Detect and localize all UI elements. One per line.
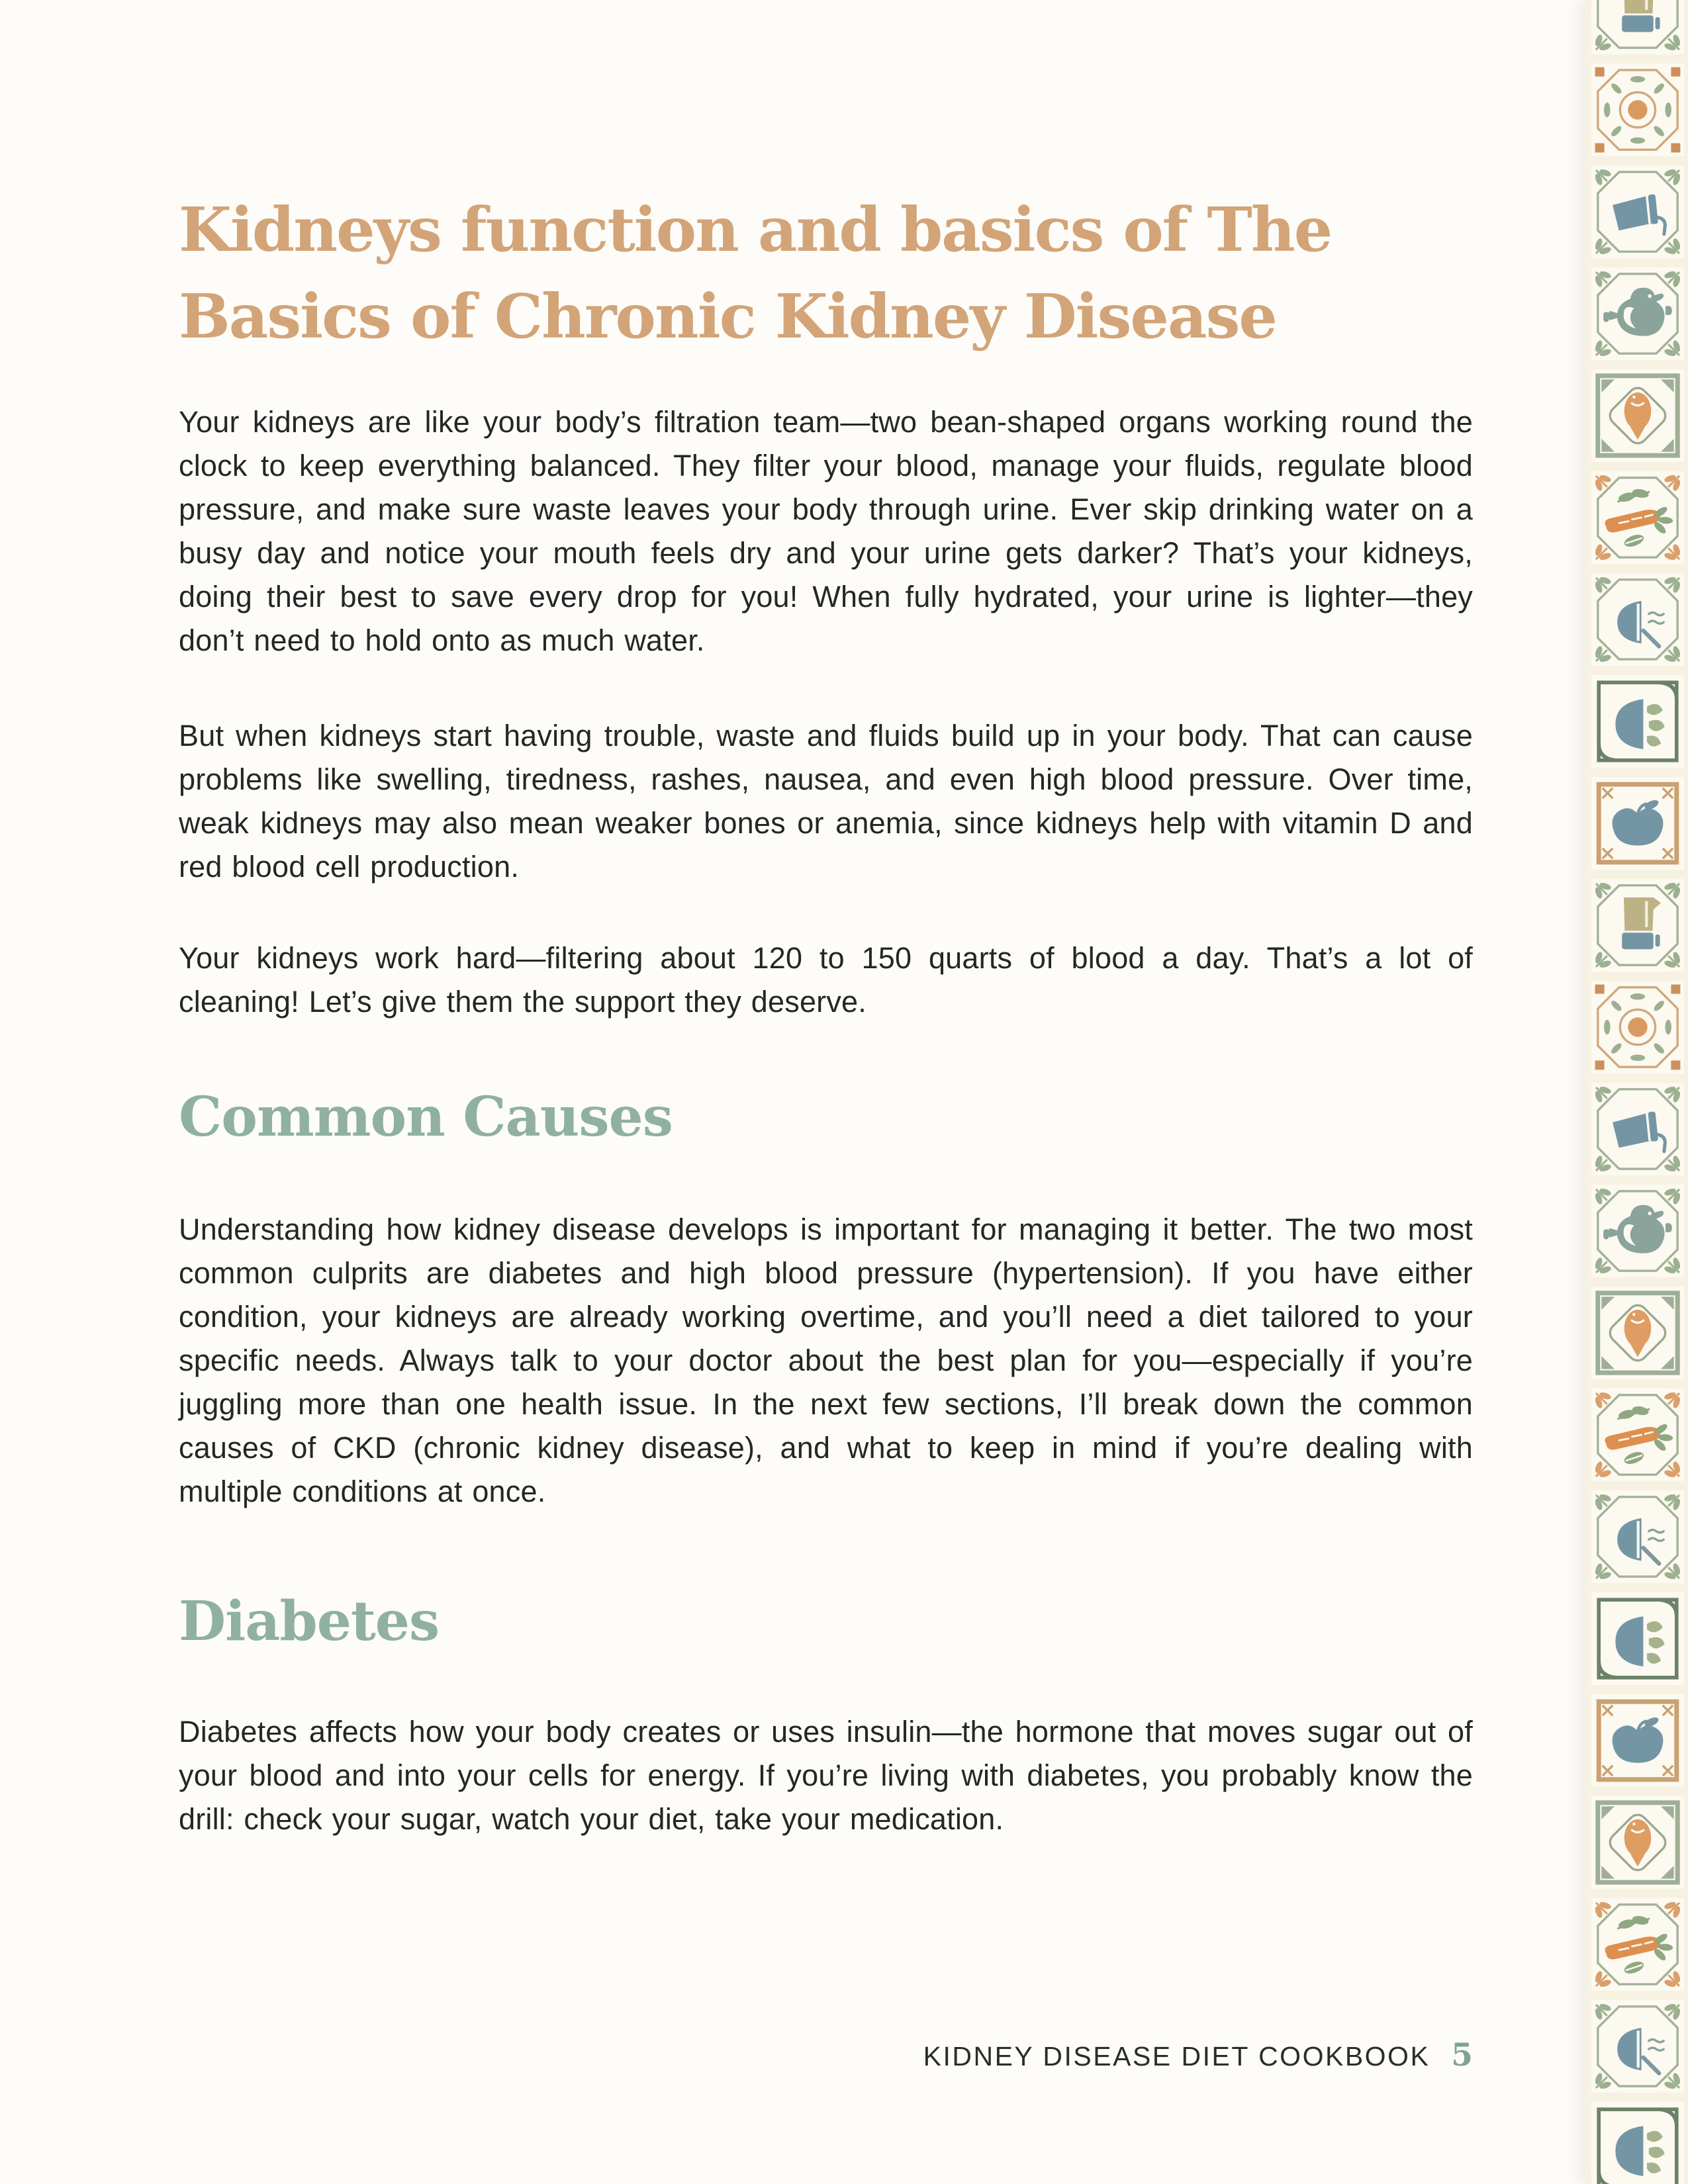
blender-icon [1591, 0, 1684, 54]
section-paragraph-common-causes: Understanding how kidney disease develops is important for managing it better. The two most common culprits are diabetes and high blood pressure (hypertension). If you have either condition, your kidneys are already working overtime, and you’ll need a diet tailored to your specific needs. Always talk to your doctor about the best plan for you—especially if you’re juggling more than one health issue. In the next few sections, I’ll break down the common causes of CKD (chronic kidney disease), and what to keep in mind if you’re dealing with multiple conditions at once. [179, 1212, 1473, 1509]
tile-column [1591, 0, 1684, 2184]
section-heading-diabetes: Diabetes [179, 1590, 440, 1654]
footer-book-title: KIDNEY DISEASE DIET COOKBOOK [923, 2041, 1430, 2071]
page-title [179, 0, 1473, 359]
page-title-line2: Basics of Chronic Kidney Disease [179, 280, 1276, 352]
whisk-bowl-icon [1591, 1490, 1684, 1583]
whisk-bowl-icon [1591, 573, 1684, 666]
page-content [179, 0, 1473, 1841]
orange-icon [1591, 64, 1684, 156]
cup-icon [1591, 165, 1684, 258]
section-heading-common-causes: Common Causes [179, 1085, 673, 1150]
carrot-icon [1591, 1898, 1684, 1991]
apple-icon [1591, 1694, 1684, 1787]
cup-icon [1591, 1083, 1684, 1175]
whisk-bowl-icon [1591, 2000, 1684, 2093]
section-paragraph-diabetes: Diabetes affects how your body creates or uses insulin—the hormone that moves sugar out of your blood and into your cells for energy. If you’re living with diabetes, you probably know the drill: check your sugar, watch your diet, take your medication. [179, 1714, 1473, 1836]
page-title-line1: Kidneys function and basics of The [179, 194, 1332, 265]
page-footer [179, 2037, 1473, 2073]
chicken-icon [1591, 1185, 1684, 1277]
salad-bowl-icon [1591, 2102, 1684, 2184]
chicken-icon [1591, 267, 1684, 360]
orange-icon [1591, 981, 1684, 1073]
apple-icon [1591, 777, 1684, 870]
salad-bowl-icon [1591, 1592, 1684, 1685]
carrot-icon [1591, 471, 1684, 564]
carrot-icon [1591, 1388, 1684, 1481]
intro-paragraph-2: But when kidneys start having trouble, waste and fluids build up in your body. That can cause problems like swelling, tiredness, rashes, nausea, and even high blood pressure. Over time, weak kidneys may also mean weaker bones or anemia, since kidneys help with vitamin D and red blood cell production. [179, 719, 1473, 884]
blender-icon [1591, 879, 1684, 972]
fish-icon [1591, 1796, 1684, 1889]
footer-page-number: 5 [1451, 2037, 1473, 2073]
salad-bowl-icon [1591, 675, 1684, 768]
tile-strip [1585, 0, 1688, 2184]
intro-paragraph-1: Your kidneys are like your body’s filtration team—two bean-shaped organs working round the clock to keep everything balanced. They filter your blood, manage your fluids, regulate blood pressure, and make sure waste leaves your body through urine. Ever skip drinking water on a busy day and notice your mouth feels dry and your urine gets darker? That’s your kidneys, doing their best to save every drop for you! When fully hydrated, your urine is lighter—they don’t need to hold onto as much water. [179, 405, 1473, 658]
fish-icon [1591, 1287, 1684, 1379]
fish-icon [1591, 369, 1684, 462]
intro-paragraph-3: Your kidneys work hard—filtering about 120 to 150 quarts of blood a day. That’s a lot of cleaning! Let’s give them the support they deserve. [179, 941, 1473, 1019]
